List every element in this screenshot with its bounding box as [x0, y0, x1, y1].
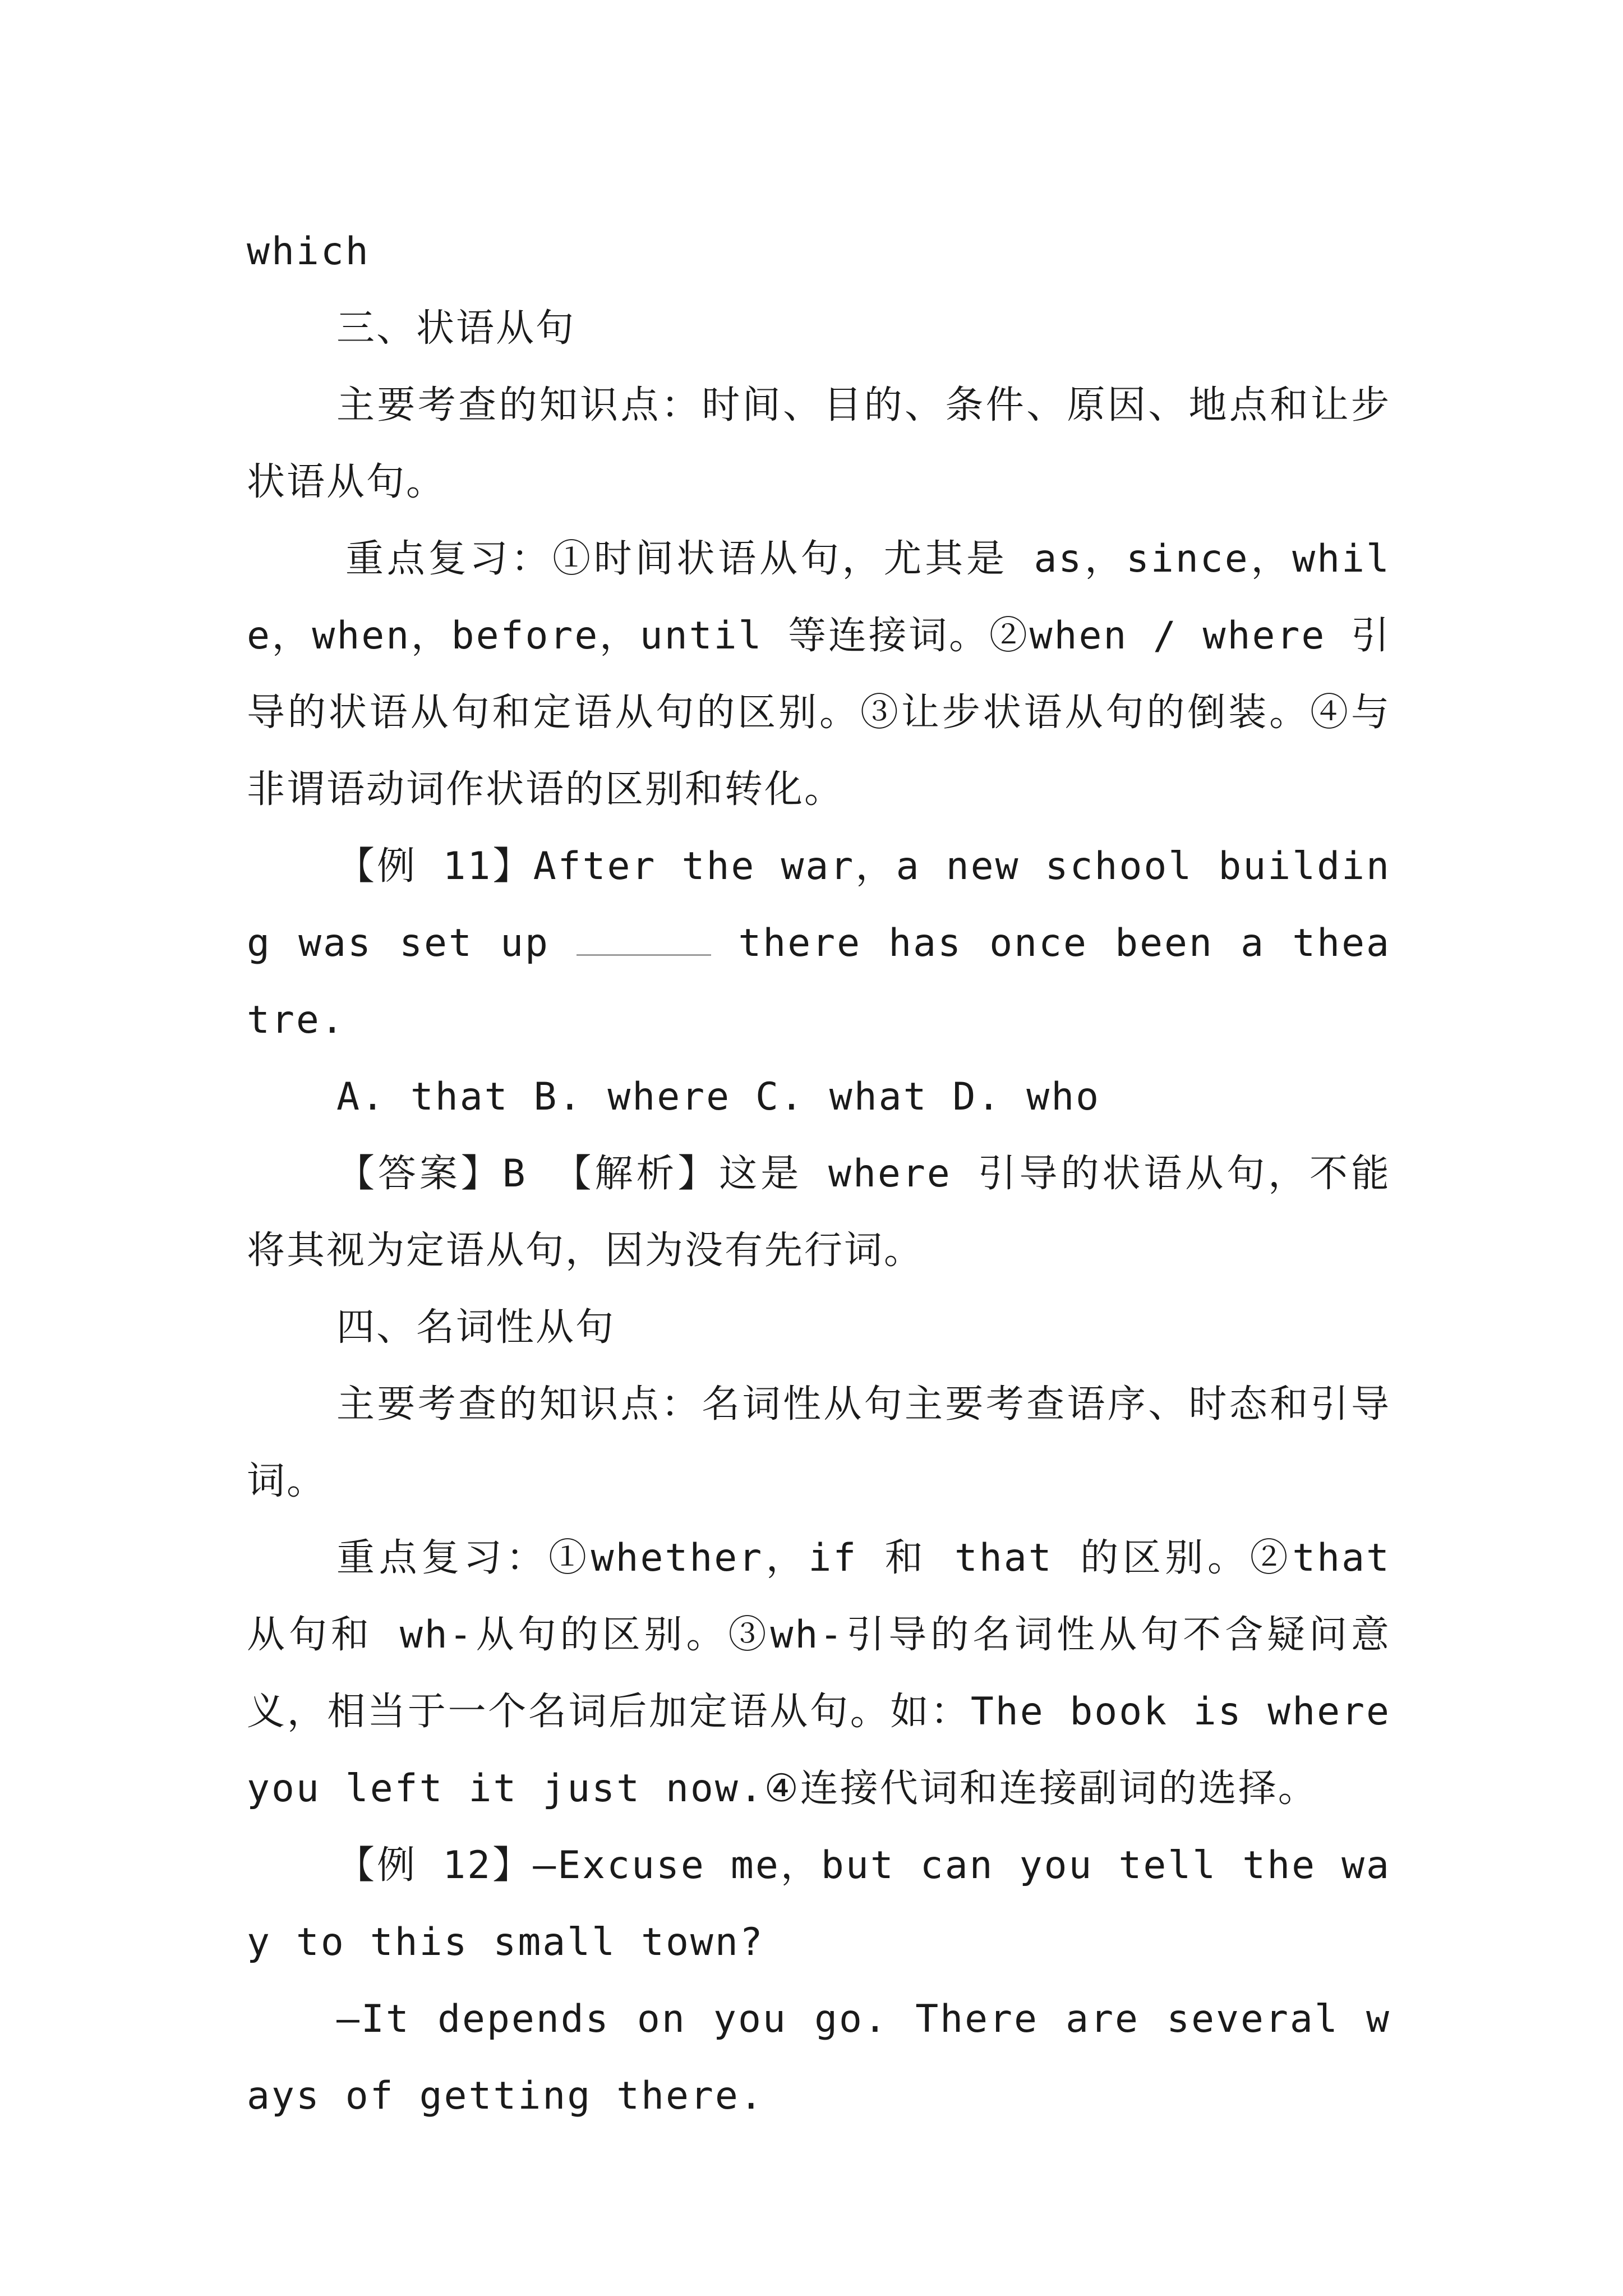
review-points-adverbial: 重点复习：①时间状语从句，尤其是 as，since，while，when，before，until 等连接词。②when / where 引导的状语从句和定语从句的区别。③让步状语从句的倒装。④与非谓语动词作状语的区别和转化。	[247, 537, 1391, 812]
example-12-response: —It depends on you go. There are several ways of getting there.	[247, 1997, 1391, 2118]
answer-blank	[577, 921, 711, 956]
example-12-question: 【例 12】—Excuse me，but can you tell the way to this small town?	[247, 1843, 1391, 1964]
text-line-which: which	[247, 229, 370, 274]
example-11-answer: 【答案】B 【解析】这是 where 引导的状语从句，不能将其视为定语从句，因为没有先行词。	[247, 1152, 1391, 1273]
section-heading-noun-clause: 四、名词性从句	[336, 1305, 616, 1350]
review-points-noun-clause: 重点复习：①whether，if 和 that 的区别。②that 从句和 wh-从句的区别。③wh-引导的名词性从句不含疑问意义，相当于一个名词后加定语从句。如：The book is where you left it just now.④连接代词和连接副词的选择。	[247, 1536, 1391, 1811]
key-points-adverbial: 主要考查的知识点：时间、目的、条件、原因、地点和让步状语从句。	[247, 383, 1391, 504]
example-11-question-start: 【例 11】After the war，a new school building was set up	[247, 844, 1391, 965]
example-11-question	[247, 828, 1391, 1059]
example-11-options: A. that B. where C. what D. who	[336, 1075, 1101, 1119]
document-page	[247, 213, 1391, 2134]
section-heading-adverbial-clause: 三、状语从句	[336, 306, 576, 351]
example-11-question-end: there has once been a theatre.	[247, 921, 1391, 1042]
key-points-noun-clause: 主要考查的知识点：名词性从句主要考查语序、时态和引导词。	[247, 1382, 1391, 1503]
